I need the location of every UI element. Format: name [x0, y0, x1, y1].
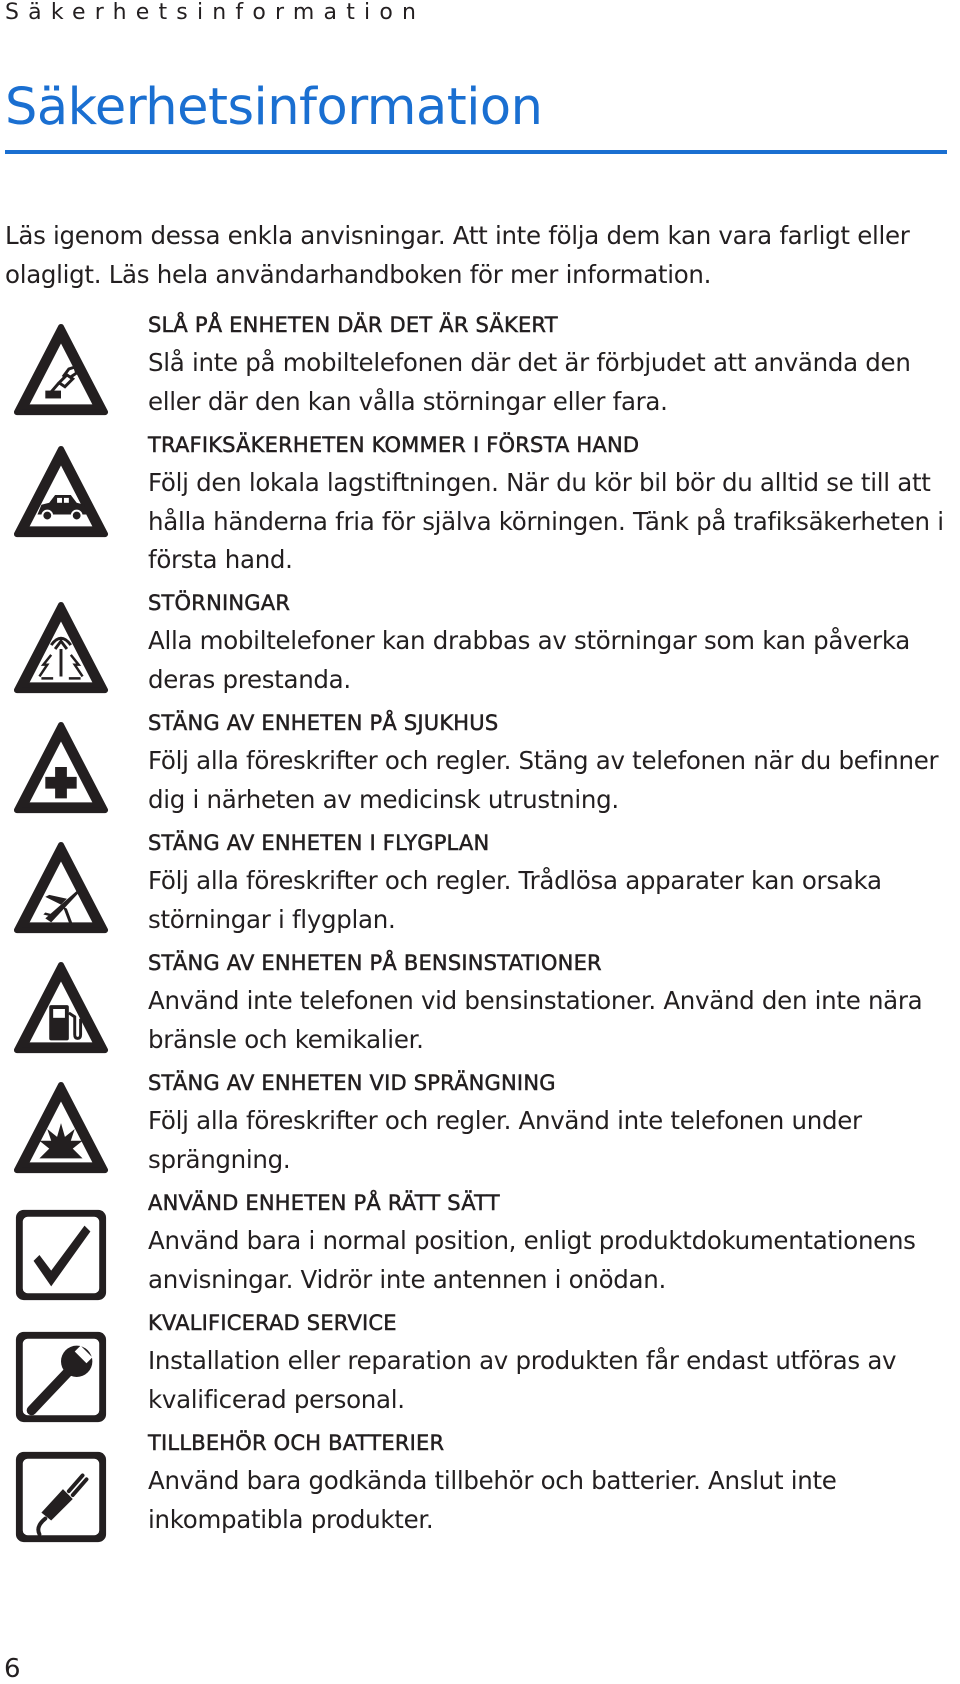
- item-body: Använd inte telefonen vid bensinstationer. Använd den inte nära bränsle och kemikalier.: [148, 986, 923, 1054]
- item-body: Alla mobiltelefoner kan drabbas av störningar som kan påverka deras prestanda.: [148, 626, 910, 694]
- page-number: 6: [4, 1654, 21, 1684]
- item-heading: TILLBEHÖR OCH BATTERIER: [148, 1431, 445, 1455]
- wrench-icon: [12, 1328, 110, 1426]
- item-heading: ANVÄND ENHETEN PÅ RÄTT SÄTT: [148, 1191, 500, 1215]
- item-heading: TRAFIKSÄKERHETEN KOMMER I FÖRSTA HAND: [148, 433, 640, 457]
- hospital-cross-warning-icon: [12, 720, 110, 818]
- item-body: Följ den lokala lagstiftningen. När du kör bil bör du alltid se till att hålla händerna fria för själva körningen. Tänk på trafiksäkerheten i första hand.: [148, 468, 944, 574]
- item-heading: STÄNG AV ENHETEN VID SPRÄNGNING: [148, 1071, 556, 1095]
- item-heading: SLÅ PÅ ENHETEN DÄR DET ÄR SÄKERT: [148, 313, 558, 337]
- item-heading: STÄNG AV ENHETEN PÅ SJUKHUS: [148, 711, 499, 735]
- blasting-warning-icon: [12, 1080, 110, 1178]
- intro-paragraph: Läs igenom dessa enkla anvisningar. Att inte följa dem kan vara farligt eller olagligt. Läs hela användarhandboken för mer information.: [5, 221, 910, 289]
- item-body: Använd bara godkända tillbehör och batterier. Anslut inte inkompatibla produkter.: [148, 1466, 837, 1534]
- checkmark-icon: [12, 1206, 110, 1304]
- item-body: Slå inte på mobiltelefonen där det är förbjudet att använda den eller där den kan vålla störningar eller fara.: [148, 348, 911, 416]
- item-body: Följ alla föreskrifter och regler. Stäng av telefonen när du befinner dig i närheten av medicinsk utrustning.: [148, 746, 939, 814]
- item-body: Följ alla föreskrifter och regler. Trådlösa apparater kan orsaka störningar i flygplan.: [148, 866, 882, 934]
- item-body: Installation eller reparation av produkten får endast utföras av kvalificerad personal.: [148, 1346, 897, 1414]
- fuel-pump-warning-icon: [12, 960, 110, 1058]
- item-heading: STÖRNINGAR: [148, 591, 291, 615]
- running-head: Säkerhetsinformation: [5, 0, 426, 25]
- title-rule: [5, 150, 947, 154]
- item-heading: STÄNG AV ENHETEN PÅ BENSINSTATIONER: [148, 951, 602, 975]
- connector-cable-icon: [12, 1448, 110, 1546]
- airplane-warning-icon: [12, 840, 110, 938]
- car-warning-icon: [12, 444, 110, 542]
- item-heading: KVALIFICERAD SERVICE: [148, 1311, 397, 1335]
- interference-warning-icon: [12, 600, 110, 698]
- item-body: Använd bara i normal position, enligt produktdokumentationens anvisningar. Vidrör inte antennen i onödan.: [148, 1226, 916, 1294]
- item-heading: STÄNG AV ENHETEN I FLYGPLAN: [148, 831, 490, 855]
- item-body: Följ alla föreskrifter och regler. Använd inte telefonen under sprängning.: [148, 1106, 862, 1174]
- hand-phone-warning-icon: [12, 322, 110, 420]
- page-title: Säkerhetsinformation: [5, 78, 543, 137]
